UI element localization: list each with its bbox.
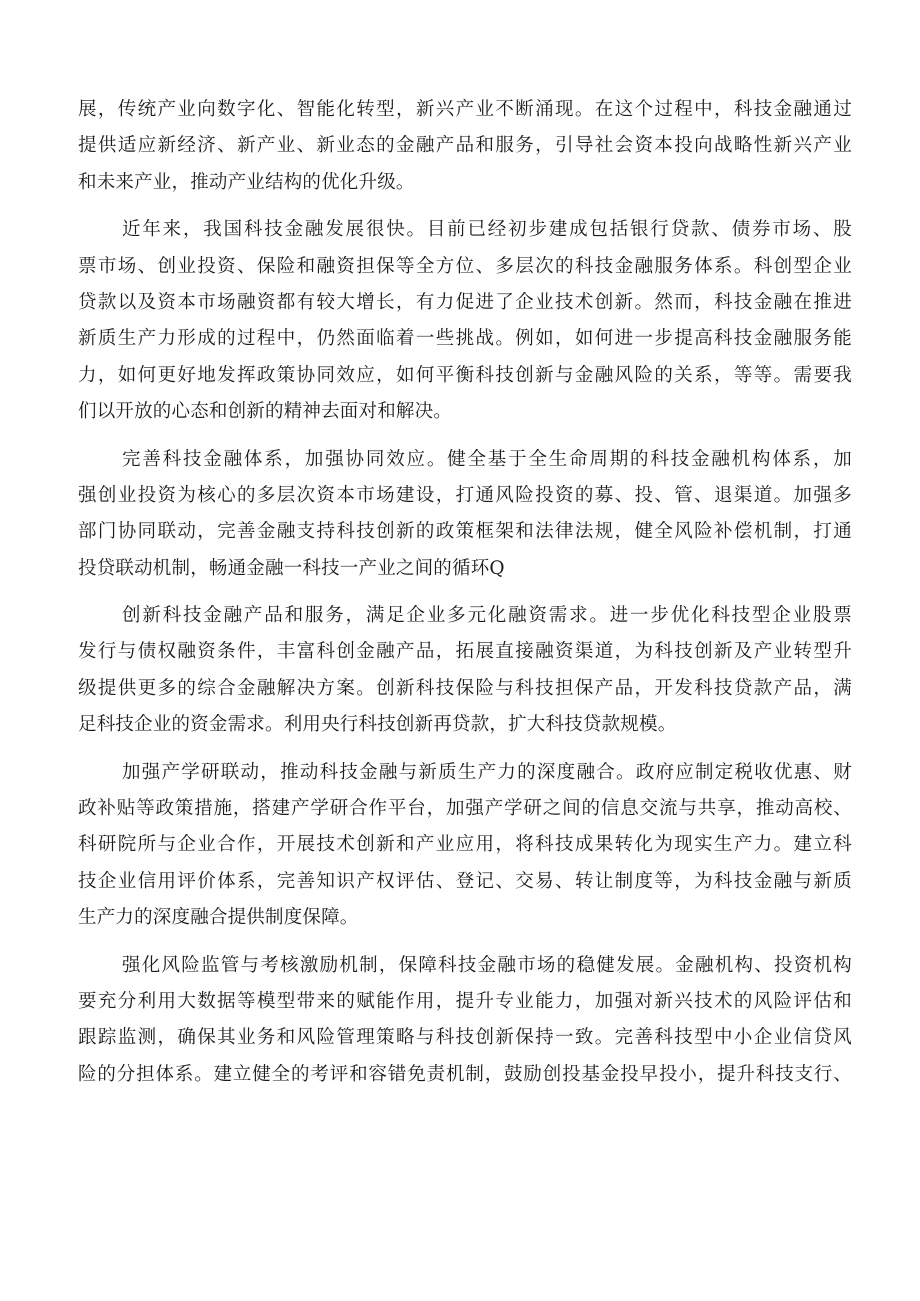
text-line: 提供适应新经济、新产业、新业态的金融产品和服务，引导社会资本投向战略性新兴产业 [78, 135, 852, 157]
text-line: 足科技企业的资金需求。利用央行科技创新再贷款，扩大科技贷款规模。 [78, 714, 677, 736]
text-line: 创新科技金融产品和服务，满足企业多元化融资需求。进一步优化科技型企业股票 [122, 605, 852, 627]
text-line: 强化风险监管与考核激励机制，保障科技金融市场的稳健发展。金融机构、投资机构 [122, 954, 852, 976]
document-page [78, 92, 852, 1104]
text-line: 级提供更多的综合金融解决方案。创新科技保险与科技担保产品，开发科技贷款产品，满 [78, 677, 852, 699]
text-line: 部门协同联动，完善金融支持科技创新的政策框架和法律法规，健全风险补偿机制，打通 [78, 521, 852, 543]
text-line: 力，如何更好地发挥政策协同效应，如何平衡科技创新与金融风险的关系，等等。需要我 [78, 364, 852, 386]
text-line: 近年来，我国科技金融发展很快。目前已经初步建成包括银行贷款、债券市场、股 [122, 219, 852, 241]
text-line: 贷款以及资本市场融资都有较大增长，有力促进了企业技术创新。然而，科技金融在推进 [78, 291, 852, 313]
text-line: 生产力的深度融合提供制度保障。 [78, 907, 359, 929]
text-line: 险的分担体系。建立健全的考评和容错免责机制，鼓励创投基金投早投小，提升科技支行、 [78, 1063, 852, 1085]
text-line: 和未来产业，推动产业结构的优化升级。 [78, 171, 415, 193]
text-line: 技企业信用评价体系，完善知识产权评估、登记、交易、转让制度等，为科技金融与新质 [78, 870, 852, 892]
text-line: 政补贴等政策措施，搭建产学研合作平台，加强产学研之间的信息交流与共享，推动高校、 [78, 798, 852, 820]
paragraph-2 [78, 212, 852, 430]
paragraph-6 [78, 948, 852, 1094]
text-line: 跟踪监测，确保其业务和风险管理策略与科技创新保持一致。完善科技型中小企业信贷风 [78, 1027, 852, 1049]
paragraph-5 [78, 755, 852, 937]
text-line: 们以开放的心态和创新的精神去面对和解决。 [78, 401, 453, 423]
text-line: 科研院所与企业合作，开展技术创新和产业应用，将科技成果转化为现实生产力。建立科 [78, 834, 852, 856]
text-line: 完善科技金融体系，加强协同效应。健全基于全生命周期的科技金融机构体系，加 [122, 448, 852, 470]
text-line: 发行与债权融资条件，丰富科创金融产品，拓展直接融资渠道，为科技创新及产业转型升 [78, 641, 852, 663]
paragraph-4 [78, 598, 852, 744]
text-line: 投贷联动机制，畅通金融一科技一产业之间的循环Q [78, 557, 505, 579]
text-line: 要充分利用大数据等模型带来的赋能作用，提升专业能力，加强对新兴技术的风险评估和 [78, 990, 852, 1012]
text-line: 强创业投资为核心的多层次资本市场建设，打通风险投资的募、投、管、退渠道。加强多 [78, 484, 852, 506]
text-line: 新质生产力形成的过程中，仍然面临着一些挑战。例如，如何进一步提高科技金融服务能 [78, 328, 852, 350]
text-line: 加强产学研联动，推动科技金融与新质生产力的深度融合。政府应制定税收优惠、财 [122, 761, 852, 783]
paragraph-1 [78, 92, 852, 201]
text-line: 展，传统产业向数字化、智能化转型，新兴产业不断涌现。在这个过程中，科技金融通过 [78, 99, 852, 120]
text-line: 票市场、创业投资、保险和融资担保等全方位、多层次的科技金融服务体系。科创型企业 [78, 255, 852, 277]
paragraph-3 [78, 442, 852, 588]
